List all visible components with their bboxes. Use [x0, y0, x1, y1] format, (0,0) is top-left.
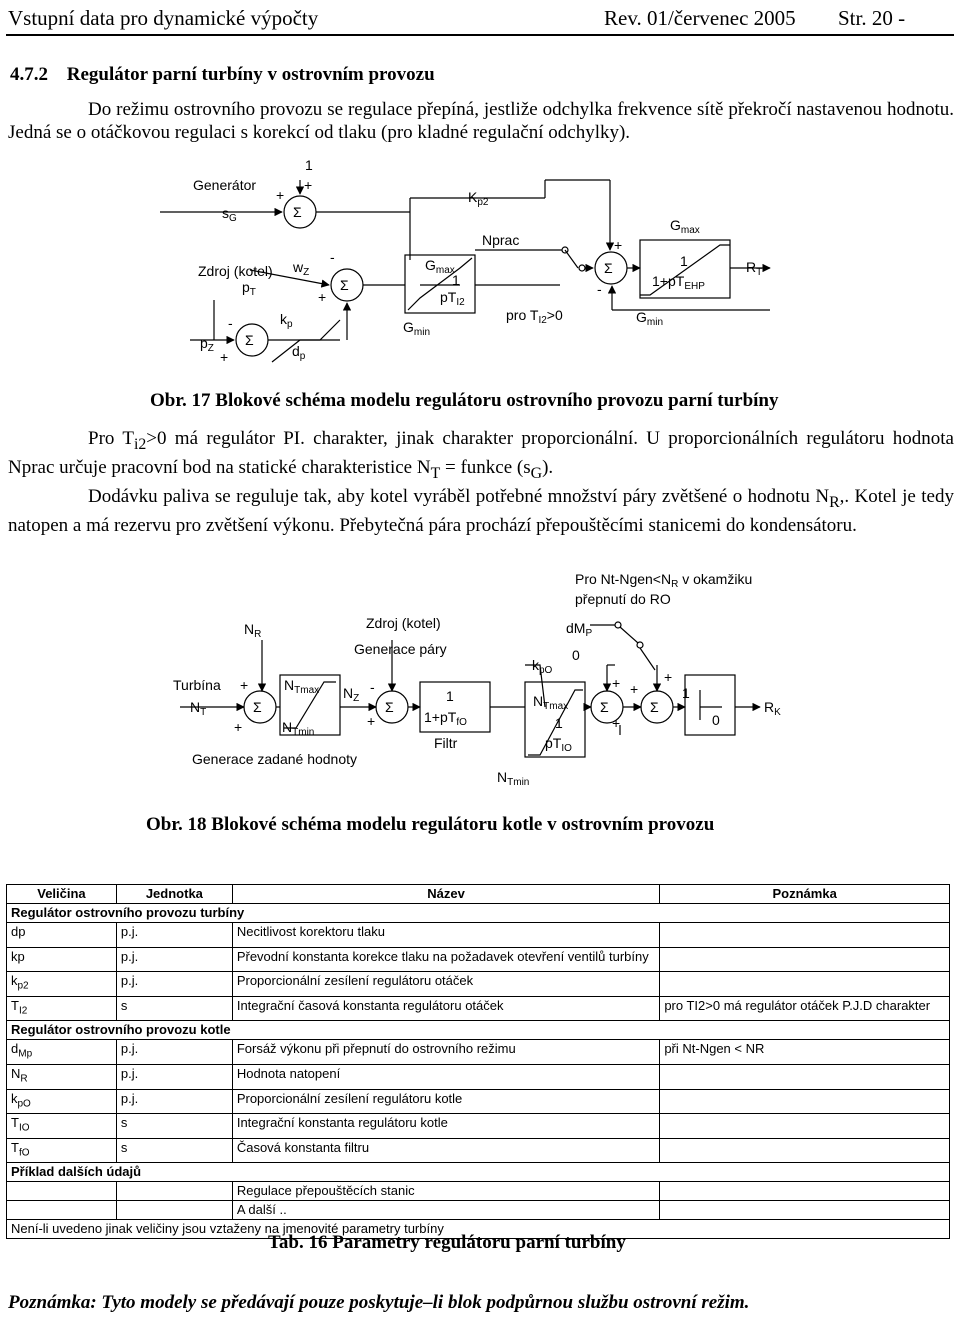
table-row: [7, 996, 950, 1021]
pti2-label: $pT_{I2}$: [440, 289, 465, 308]
table-row: [7, 1089, 950, 1114]
zdroj-label: Zdroj (kotel): [198, 263, 273, 279]
table-row: [7, 1138, 950, 1163]
fig17-caption: Obr. 17 Blokové schéma modelu regulátoru ostrovního provozu parní turbíny: [150, 390, 779, 411]
one-label: 1: [452, 272, 460, 288]
cell-quantity: [7, 1182, 117, 1201]
plus-sign: +: [276, 187, 285, 203]
cell-quantity: $T_{fO}$: [7, 1138, 117, 1163]
sigma-symbol: Σ: [245, 332, 254, 348]
cell-unit: s: [116, 1114, 232, 1139]
nprac-label: Nprac: [482, 232, 520, 248]
cell-name: Převodní konstanta korekce tlaku na požadavek otevření ventilů turbíny: [232, 947, 659, 972]
cell-note: pro TI2>0 má regulátor otáček P.J.D charakter: [660, 996, 950, 1021]
gmin-label: $G_{min}$: [636, 309, 664, 328]
ntmin-label: $N_{Tmin}$: [282, 719, 315, 738]
sigma-symbol: Σ: [340, 277, 349, 293]
one-label: 1: [446, 688, 454, 704]
generace-zadane-label: Generace zadané hodnoty: [192, 751, 358, 767]
table-row: [7, 923, 950, 948]
section-title: [10, 64, 435, 86]
one-label: 1: [680, 253, 688, 269]
cell-unit: s: [116, 996, 232, 1021]
switch-note-line1: Pro $Nt-Ngen<N_R$ v okamžiku: [575, 571, 753, 590]
col-header: Veličina: [7, 885, 117, 904]
gmax-label: $G_{max}$: [425, 257, 455, 276]
dp-label: $d_p$: [292, 343, 306, 362]
cell-quantity: $k_{pO}$: [7, 1089, 117, 1114]
cell-quantity: dp: [7, 923, 117, 948]
table-row: [7, 1182, 950, 1201]
zero-label: 0: [572, 647, 580, 663]
gmax-label: $G_{max}$: [670, 217, 700, 236]
col-header: Jednotka: [116, 885, 232, 904]
fig18-caption: Obr. 18 Blokové schéma modelu regulátoru kotle v ostrovním provozu: [146, 814, 715, 835]
cell-unit: s: [116, 1138, 232, 1163]
minus-sign: -: [370, 679, 375, 695]
fig18-diagram: [0, 570, 960, 800]
pt-label: $p_T$: [242, 279, 256, 298]
table-row: [7, 947, 950, 972]
footer-note: Není-li uvedeno jinak veličiny jsou vztaženy na jmenovité parametry turbíny: [7, 1220, 950, 1239]
cell-unit: p.j.: [116, 947, 232, 972]
plus-sign: +: [664, 669, 673, 685]
table-row: [7, 1064, 950, 1089]
pz-label: $p_Z$: [200, 335, 214, 354]
generator-label: Generátor: [193, 177, 257, 193]
turbina-label: Turbína: [173, 677, 221, 693]
plus-sign: +: [612, 715, 621, 731]
cell-name: Integrační časová konstanta regulátoru otáček: [232, 996, 659, 1021]
cell-name: Proporcionální zesílení regulátoru otáček: [232, 972, 659, 997]
sigma-symbol: Σ: [604, 260, 613, 276]
cell-name: Regulace přepouštěcích stanic: [232, 1182, 659, 1201]
nt-label: $N_T$: [190, 699, 207, 718]
section-label: Příklad dalších údajů: [7, 1163, 950, 1182]
cell-quantity: [7, 1201, 117, 1220]
table-row: [7, 1040, 950, 1065]
rk-label: $R_K$: [764, 699, 781, 718]
zdroj-label: Zdroj (kotel): [366, 615, 441, 631]
cell-note: [660, 1064, 950, 1089]
nz-label: $N_Z$: [343, 685, 360, 704]
intro-paragraph: Do režimu ostrovního provozu se regulace přepíná, jestliže odchylka frekvence sítě překročí nastavenou hodnotu. Jedná se o otáčkovou regulaci s korekcí od tlaku (pro kladné regulační odchylky).: [8, 99, 954, 143]
ntmin-label: $N_{Tmin}$: [497, 769, 530, 788]
cell-unit: p.j.: [116, 1089, 232, 1114]
one-label: 1: [305, 157, 313, 173]
filter-tf-label: $1+pT_{fO}$: [424, 709, 467, 728]
cell-quantity: $T_{IO}$: [7, 1114, 117, 1139]
plus-sign: +: [630, 681, 639, 697]
cell-unit: p.j.: [116, 1064, 232, 1089]
rt-label: $R_T$: [746, 259, 763, 278]
table-row: [7, 1114, 950, 1139]
minus-sign: -: [330, 249, 335, 265]
col-header: Název: [232, 885, 659, 904]
table-section-row: [7, 904, 950, 923]
parameters-table: [6, 884, 950, 1239]
cell-note: při Nt-Ngen < NR: [660, 1040, 950, 1065]
switch-note-line2: přepnutí do RO: [575, 591, 671, 607]
cell-unit: p.j.: [116, 923, 232, 948]
plus-sign: +: [318, 289, 327, 305]
footnote: Poznámka: Tyto modely se předávají pouze poskytuje–li blok podpůrnou službu ostrovní režim.: [8, 1292, 750, 1313]
cell-unit: p.j.: [116, 972, 232, 997]
sigma-symbol: Σ: [385, 699, 394, 715]
generace-pary-label: Generace páry: [354, 641, 447, 657]
cell-name: A další ..: [232, 1201, 659, 1220]
table-caption: Tab. 16 Parametry regulátoru parní turbíny: [268, 1232, 626, 1253]
sigma-symbol: Σ: [253, 699, 262, 715]
section-number: 4.7.2: [10, 64, 48, 85]
nr-label: $N_R$: [244, 621, 262, 640]
section-label: Regulátor ostrovního provozu turbíny: [7, 904, 950, 923]
table-section-row: [7, 1021, 950, 1040]
section-heading: Regulátor parní turbíny v ostrovním provozu: [66, 64, 435, 85]
cell-name: Integrační konstanta regulátoru kotle: [232, 1114, 659, 1139]
cell-name: Proporcionální zesílení regulátoru kotle: [232, 1089, 659, 1114]
table-header-row: [7, 885, 950, 904]
cell-note: [660, 1138, 950, 1163]
sigma-symbol: Σ: [650, 699, 659, 715]
dmp-label: $dM_P$: [566, 620, 593, 639]
cell-quantity: kp: [7, 947, 117, 972]
sigma-symbol: Σ: [293, 204, 302, 220]
cell-name: Hodnota natopení: [232, 1064, 659, 1089]
page-header: [6, 4, 954, 36]
cell-name: Forsáž výkonu při přepnutí do ostrovního režimu: [232, 1040, 659, 1065]
sigma-symbol: Σ: [600, 699, 609, 715]
kp-label: $k_p$: [280, 311, 293, 330]
cell-unit: p.j.: [116, 1040, 232, 1065]
one-label: 1: [682, 685, 690, 701]
paragraph-2: Pro $T_{i2}>0$ má regulátor PI. charakter, jinak charakter proporcionální. U proporcionálních regulátoru hodnota Nprac určuje pracovní bod na statické charakteristice $N_T$ = funkce $(s_G)$.: [8, 428, 954, 482]
section-label: Regulátor ostrovního provozu kotle: [7, 1021, 950, 1040]
revision: Rev. 01/červenec 2005: [604, 6, 796, 30]
filtr-label: Filtr: [434, 735, 458, 751]
table-section-row: [7, 1163, 950, 1182]
col-header: Poznámka: [660, 885, 950, 904]
cell-quantity: $k_{p2}$: [7, 972, 117, 997]
cell-note: [660, 972, 950, 997]
zero-label: 0: [712, 712, 720, 728]
cell-quantity: $N_R$: [7, 1064, 117, 1089]
plus-sign: +: [220, 349, 229, 365]
wz-label: $w_Z$: [293, 259, 310, 278]
one-pt-ehp-label: $1+pT_{EHP}$: [652, 273, 705, 292]
table-row: [7, 972, 950, 997]
cell-note: [660, 947, 950, 972]
minus-sign: -: [597, 281, 602, 297]
plus-sign: +: [367, 713, 376, 729]
cell-note: [660, 923, 950, 948]
cell-note: [660, 1182, 950, 1201]
cell-note: [660, 1201, 950, 1220]
doc-title: Vstupní data pro dynamické výpočty: [8, 6, 319, 30]
cell-quantity: $T_{I2}$: [7, 996, 117, 1021]
cell-name: Necitlivost korektoru tlaku: [232, 923, 659, 948]
one-label: 1: [555, 715, 563, 731]
minus-sign: -: [228, 315, 233, 331]
ntmax-label: $N_{Tmax}$: [533, 693, 569, 712]
plus-sign: +: [304, 177, 313, 193]
gmin-label: $G_{min}$: [403, 319, 431, 338]
sg-label: $s_G$: [222, 205, 237, 224]
plus-sign: +: [234, 719, 243, 735]
cell-unit: [116, 1182, 232, 1201]
plus-sign: +: [240, 677, 249, 693]
plus-sign: +: [614, 237, 623, 253]
ntmax-label: $N_{Tmax}$: [284, 677, 320, 696]
table-row: [7, 1201, 950, 1220]
cell-name: Časová konstanta filtru: [232, 1138, 659, 1163]
plus-sign: +: [612, 675, 621, 691]
fig17-diagram: [0, 150, 960, 380]
pro-ti2-label: pro $T_{I2}>0$: [506, 307, 563, 326]
cell-quantity: $d_{Mp}$: [7, 1040, 117, 1065]
page-number: Str. 20 -: [838, 6, 906, 30]
cell-note: [660, 1089, 950, 1114]
kp2-label: $K_{p2}$: [468, 189, 489, 208]
cell-note: [660, 1114, 950, 1139]
kpo-label: $k_{pO}$: [532, 657, 553, 676]
pto-label: $pT_{IO}$: [545, 735, 572, 754]
cell-unit: [116, 1201, 232, 1220]
paragraph-3: Dodávku paliva se reguluje tak, aby kotel vyráběl potřebné množství páry zvětšené o hodnotu $N_R$,. Kotel je tedy natopen a má rezervu pro zvětšení výkonu. Přebytečná pára prochází přepouštěcími stanicemi do kondensátoru.: [8, 486, 954, 536]
